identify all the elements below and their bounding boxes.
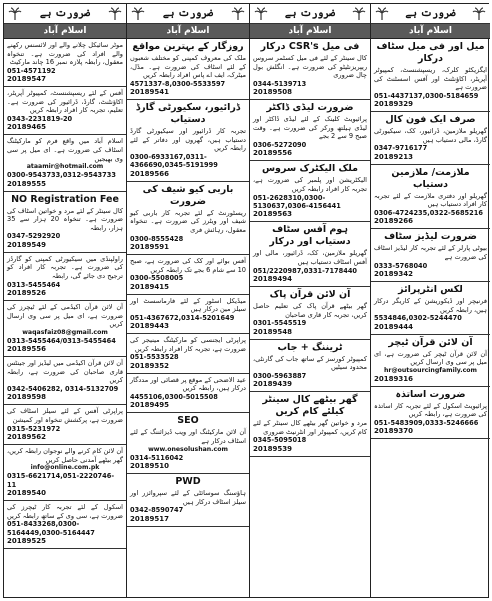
ad-body: موٹر سائیکل چلانے والے اور لائسنس رکھنے والے افراد کی ضرورت ہے۔ تنخواہ معقول، رابطہ پلازہ نمبر 16 چاند مارکیٹ [7, 41, 123, 67]
ad-phone: 0300-9543733,0312-9543733 [7, 171, 116, 180]
classified-ad [4, 301, 126, 357]
ad-code: 20189555 [7, 179, 46, 188]
ad-phone: 051-8433268,0300-5164449,0300-5164447 [7, 520, 95, 537]
classified-ad [371, 229, 490, 282]
ads-list [127, 39, 249, 527]
palm-icon [352, 7, 366, 21]
ad-code: 20189539 [253, 444, 292, 453]
classified-column-2 [126, 4, 249, 597]
ad-headline: NO Registration Fee [11, 193, 119, 205]
ad-body: اسکول کے لئے تجربہ کار ٹیچرز کی ضرورت ہے، سی وی کے ساتھ رابطہ کریں [7, 502, 123, 520]
ad-code: 20189549 [7, 240, 46, 249]
header-text: ضرورت ہے [39, 8, 91, 19]
palm-icon [8, 7, 22, 21]
ad-headline: ڈرائیور، سکیورٹی گارڈ دستیاب [135, 102, 241, 126]
ad-body: بیوٹی پارلر کے لئے تجربہ کار لیڈیز اسٹاف کی ضرورت ہے [374, 244, 487, 261]
classified-ad [4, 135, 126, 191]
ad-code: 20189329 [374, 100, 413, 109]
ad-body: ایگزیکٹو کلرک، ریسپشنسٹ، کمپیوٹر آپریٹر، اکاؤنٹنٹ اور آفس اسسٹنٹ کی ضرورت ہے [374, 66, 487, 92]
classifieds-page [3, 3, 489, 598]
ad-code: 20189508 [253, 88, 292, 97]
ad-body: کمپیوٹر کورسز کے ساتھ جاب کی گارنٹی، محدود سیٹیں [253, 354, 367, 372]
ad-phone: 0333-5768040 [374, 261, 428, 270]
classified-ad [250, 39, 370, 100]
classified-ad [250, 161, 370, 222]
ad-phone: 0343-2231819-20 [7, 114, 73, 123]
ad-code: 20189316 [374, 374, 413, 383]
ad-body: پراپرٹی ایجنسی کو مارکیٹنگ مینیجر کی ضرورت ہے، تجربہ کار افراد رابطہ کریں [130, 336, 246, 353]
ad-body: پراپرٹی آفس کے لئے سیلز اسٹاف کی ضرورت ہے، پرکشش تنخواہ اور کمیشن [7, 407, 123, 424]
palm-icon [254, 7, 268, 21]
city-banner: اسلام آباد [4, 24, 126, 39]
ad-phone: 0313-5455464 [7, 280, 61, 289]
ad-body: میڈیکل اسٹور کے لئے فارماسسٹ اور سیلز مین درکار ہیں [130, 296, 246, 314]
ad-code: 20189517 [130, 514, 169, 523]
header-text: ضرورت ہے [284, 8, 336, 19]
ad-body: ریسٹورنٹ کے لئے تجربہ کار باربی کیو شیف اور ویٹرز کی ضرورت ہے۔ تنخواہ معقول، رہائش فری [130, 208, 246, 234]
city-banner: اسلام آباد [127, 24, 249, 39]
classified-ad [250, 222, 370, 287]
column-header [250, 4, 370, 24]
ad-body: ہاؤسنگ سوسائٹی کے لئے سپروائزر اور سیلز اسٹاف درکار ہیں [130, 488, 246, 506]
classified-ad [4, 501, 126, 549]
ad-headline: PWD [175, 475, 201, 487]
classified-ad [371, 165, 490, 230]
classified-column-1 [4, 4, 126, 597]
ad-headline: لکس انٹرپرائز [398, 283, 463, 295]
ad-headline: میل اور فی میل سٹاف درکار [376, 41, 485, 64]
palm-icon [231, 7, 245, 21]
ad-body: الیکٹریشن اور پلمبر کی ضرورت ہے، تجربہ کار افراد رابطہ کریں [253, 176, 367, 193]
ad-headline: ضرورت لیڈیز سٹاف [384, 231, 477, 243]
ad-phone: 0300-5963887 [253, 371, 307, 380]
ad-phone: 0347-9716177 [374, 144, 428, 153]
classified-ad [371, 112, 490, 165]
ad-phone: 051-4367672,0314-5201649 [130, 313, 235, 322]
classified-ad [127, 39, 249, 100]
ad-phone: 0306-5272090 [253, 140, 307, 149]
ad-phone: 0342-8590747 [130, 506, 184, 515]
ads-list [250, 39, 370, 457]
ad-body: پرائیویٹ کلینک کے لئے لیڈی ڈاکٹر اور لیڈی ہیلتھ ورکر کی ضرورت ہے۔ وقت صبح 9 سے 2 بجے [253, 115, 367, 141]
ad-code: 20189547 [7, 75, 46, 84]
ad-body: کال سینٹر کے لئے مرد و خواتین اسٹاف کی ضرورت ہے۔ تنخواہ 20 ہزار سے 35 ہزار، رابطہ [7, 206, 123, 232]
palm-icon [131, 7, 145, 21]
ads-list [371, 39, 490, 439]
ad-headline: ہوم آفس سٹاف دستیاب اور درکار [269, 224, 351, 248]
ad-code: 20189266 [374, 217, 413, 226]
ad-body: آفس کے لئے ریسپشنسٹ، کمپیوٹر آپریٹر، اکاؤنٹنٹ، گارڈ، ڈرائیور کی ضرورت ہے۔ تعلیم، تجربہ کار افراد رابطہ کریں [7, 89, 123, 115]
classified-ad [371, 282, 490, 335]
classified-ad [4, 357, 126, 405]
ad-headline: باربی کیو شیف کی ضرورت [142, 183, 234, 207]
ad-email: ataamir@hotmail.com [26, 163, 104, 171]
ad-body: ملک کی معروف کمپنی کو مختلف شعبوں کے لئے اسٹاف کی ضرورت ہے۔ مڈل، میٹرک، ایف اے پاس افراد رابطہ کریں [130, 54, 246, 80]
ad-code: 20189213 [374, 152, 413, 161]
ad-code: 20189352 [130, 361, 169, 370]
ad-phone: 0301-5545519 [253, 319, 307, 328]
classified-ad [4, 39, 126, 87]
ad-code: 20189494 [253, 274, 292, 283]
ad-code: 20189540 [7, 488, 46, 497]
ad-code: 20189556 [253, 149, 292, 158]
ad-phone: 5534846,0302-5244470 [374, 314, 462, 323]
classified-ad [250, 100, 370, 161]
ad-code: 20189598 [7, 393, 46, 402]
ad-body: فرنیچر اور ڈیکوریشن کے کاریگر درکار ہیں، رابطہ کریں [374, 296, 487, 314]
ad-phone: 051-4437137,0300-5184659 [374, 91, 479, 100]
ad-phone: 0306-4724235,0322-5685216 [374, 208, 483, 217]
city-banner: اسلام آباد [250, 24, 370, 39]
ad-code: 20189562 [7, 432, 46, 441]
ad-phone: 0347-5292920 [7, 232, 61, 241]
ad-code: 20189525 [7, 536, 46, 545]
ad-body: پرائیویٹ اسکول کے لئے تجربہ کار اساتذہ کی ضرورت ہے، رابطہ کریں [374, 401, 487, 419]
ad-code: 20189526 [7, 288, 46, 297]
ad-code: 20189510 [130, 461, 169, 470]
classified-ad [4, 405, 126, 445]
ad-phone: 0314-5116042 [130, 453, 184, 462]
classified-ad [250, 287, 370, 340]
ad-code: 20189566 [130, 169, 169, 178]
ads-list [4, 39, 126, 549]
ad-headline: آن لائن قرآن ٹیچر [388, 336, 473, 348]
classified-ad [127, 255, 249, 295]
classified-column-3 [249, 4, 370, 597]
ad-body: آن لائن قرآن اکیڈمی کے لئے ٹیچرز کی ضرورت ہے، ای میل پر سی وی ارسال کریں [7, 302, 123, 329]
ad-phone: 051-2628310,0300-5130637,0306-4156441 [253, 193, 341, 210]
palm-icon [472, 7, 486, 21]
ad-phone: 0342-5406282, 0314-5132709 [7, 384, 119, 393]
ad-headline: ضرورت اساتذہ [395, 388, 466, 400]
ad-phone: 0344-5139713 [253, 79, 307, 88]
ad-headline: گھر بیٹھے کال سینٹر کیلئے کام کریں [262, 394, 358, 418]
ad-phone: 0315-5231972 [7, 424, 61, 433]
ad-code: 20189465 [7, 123, 46, 132]
ad-body: کال سینٹر کے لئے فی میل کسٹمر سروس ریپریزنٹیٹو کی ضرورت ہے۔ انگلش بول چال ضروری [253, 54, 367, 80]
classified-column-4 [370, 4, 490, 597]
ad-code: 20189439 [253, 380, 292, 389]
ad-body: تجربہ کار ڈرائیور اور سیکیورٹی گارڈ دستیاب ہیں، گھروں اور دفاتر کے لئے رابطہ کریں [130, 127, 246, 153]
header-text: ضرورت ہے [162, 8, 214, 19]
ad-email: www.onesolushan.com [148, 445, 228, 453]
header-text: ضرورت ہے [405, 8, 456, 19]
ad-phone: 0313-5455464/0313-5455464 [7, 336, 116, 345]
ad-phone: 0300-5508005 [130, 274, 184, 283]
ad-code: 20189548 [253, 327, 292, 336]
ad-phone: 0315-6621714,051-2220746-11 [7, 472, 115, 489]
ad-body: آن لائن قرآن ٹیچر کی ضرورت ہے، ای میل پر سی وی ارسال کریں [374, 349, 487, 367]
ad-phone: 0345-5095018 [253, 436, 307, 445]
ad-code: 20189443 [130, 322, 169, 331]
ad-phone: 4455106,0300-5015508 [130, 392, 218, 401]
ad-code: 20189444 [374, 322, 413, 331]
ad-code: 20189556 [7, 345, 46, 354]
ad-headline: آن لائن قرآن پاک [269, 288, 351, 300]
classified-ad [4, 253, 126, 301]
ad-body: آن لائن کام کرنے والے نوجوان رابطہ کریں، گھر بیٹھے آمدنی حاصل کریں [7, 446, 123, 464]
ad-phone: 0300-6933167,0311-4366690,0345-5191999 [130, 152, 218, 170]
classified-ad [127, 474, 249, 527]
classified-ad [127, 334, 249, 374]
ad-code: 20189415 [130, 282, 169, 291]
classified-ad [4, 445, 126, 501]
ad-phone: 4571337-8,0300-5533597 [130, 79, 226, 88]
ad-body: گھر بیٹھے قرآن پاک کی تعلیم حاصل کریں، تجربہ کار قاری صاحبان [253, 301, 367, 319]
column-header [371, 4, 490, 24]
ad-phone: 051-5483909,0333-5246666 [374, 418, 479, 427]
ad-body: گھریلو ملازمین، ڈرائیور، کک، سیکیورٹی گارڈ، مالی دستیاب ہیں [374, 127, 487, 144]
ad-phone: 0300-8555428 [130, 234, 184, 243]
palm-icon [375, 7, 389, 21]
ad-code: 20189541 [130, 88, 169, 97]
ad-email: info@online.com.pk [30, 464, 100, 472]
ad-code: 20189370 [374, 427, 413, 436]
classified-ad [127, 295, 249, 335]
ad-headline: ملک الیکٹرک سروس [261, 163, 359, 175]
ad-phone: 051-4571192 [7, 66, 56, 75]
ad-code: 20189495 [130, 401, 169, 410]
ad-code: 20189563 [253, 210, 292, 219]
classified-ad [371, 39, 490, 112]
classified-ad [250, 340, 370, 393]
classified-ad [371, 335, 490, 387]
ad-code: 20189342 [374, 269, 413, 278]
ad-headline: صرف ایک فون کال [385, 114, 476, 126]
ad-body: مرد و خواتین گھر بیٹھے کال سینٹر کے لئے کام کریں، کمپیوٹر اور انٹرنیٹ ضروری [253, 419, 367, 436]
city-banner: اسلام آباد [371, 24, 490, 39]
ad-body: آفس بوائے اور کک کی ضرورت ہے، صبح 10 سے شام 6 بجے تک رابطہ کریں [130, 256, 246, 274]
classified-ad [127, 413, 249, 474]
column-header [127, 4, 249, 24]
ad-headline: ٹریننگ + جاب [277, 341, 343, 353]
ad-email: hr@outsourcingfamily.com [383, 366, 477, 374]
ad-headline: SEO [177, 415, 199, 427]
ad-body: راولپنڈی میں سیکیورٹی کمپنی کو گارڈز کی ضرورت ہے۔ تجربہ کار افراد کو ترجیح دی جائے گی، رابطہ [7, 254, 123, 280]
column-header [4, 4, 126, 24]
classified-ad [127, 374, 249, 414]
classified-ad [4, 192, 126, 253]
ad-headline: ضرورت لیڈی ڈاکٹر [266, 102, 354, 114]
ad-headline: روزگار کے بہترین مواقع [132, 41, 244, 52]
palm-icon [108, 7, 122, 21]
ad-headline: ملازمت/ ملازمین دستیاب [391, 166, 470, 190]
ad-body: گھریلو ملازمین، کک، ڈرائیور، مالی اور آفس اسٹاف دستیاب ہیں [253, 249, 367, 266]
ad-headline: فی میل CSR's درکار [260, 41, 360, 52]
classified-ad [4, 87, 126, 135]
ad-body: گھریلو اور دفتری ملازمت کے لئے تجربہ کار افراد دستیاب ہیں [374, 191, 487, 209]
ad-phone: 051/2220987,0331-7178440 [253, 266, 357, 275]
classified-ad [250, 392, 370, 457]
ad-phone: 051-5533528 [130, 353, 179, 362]
ad-body: آن لائن مارکیٹنگ اور ویب ڈیزائننگ کے لئے اسٹاف درکار ہے [130, 428, 246, 445]
ad-body: اسلام آباد میں واقع فرم کو مارکیٹنگ اسٹاف کی ضرورت ہے۔ ای میل پر سی وی بھیجیں [7, 137, 123, 163]
ad-email: waqasfaiz08@gmail.com [22, 328, 108, 336]
ad-code: 20189591 [130, 242, 169, 251]
ad-body: آن لائن قرآن اکیڈمی میں لیڈیز اور جینٹس قاری صاحبان کی ضرورت ہے، رابطہ کریں [7, 359, 123, 385]
classified-ad [371, 387, 490, 440]
ad-body: عید الاضحی کے موقع پر قصائی اور مددگار درکار ہیں، رابطہ کریں [130, 375, 246, 393]
classified-ad [127, 182, 249, 255]
classified-ad [127, 100, 249, 182]
